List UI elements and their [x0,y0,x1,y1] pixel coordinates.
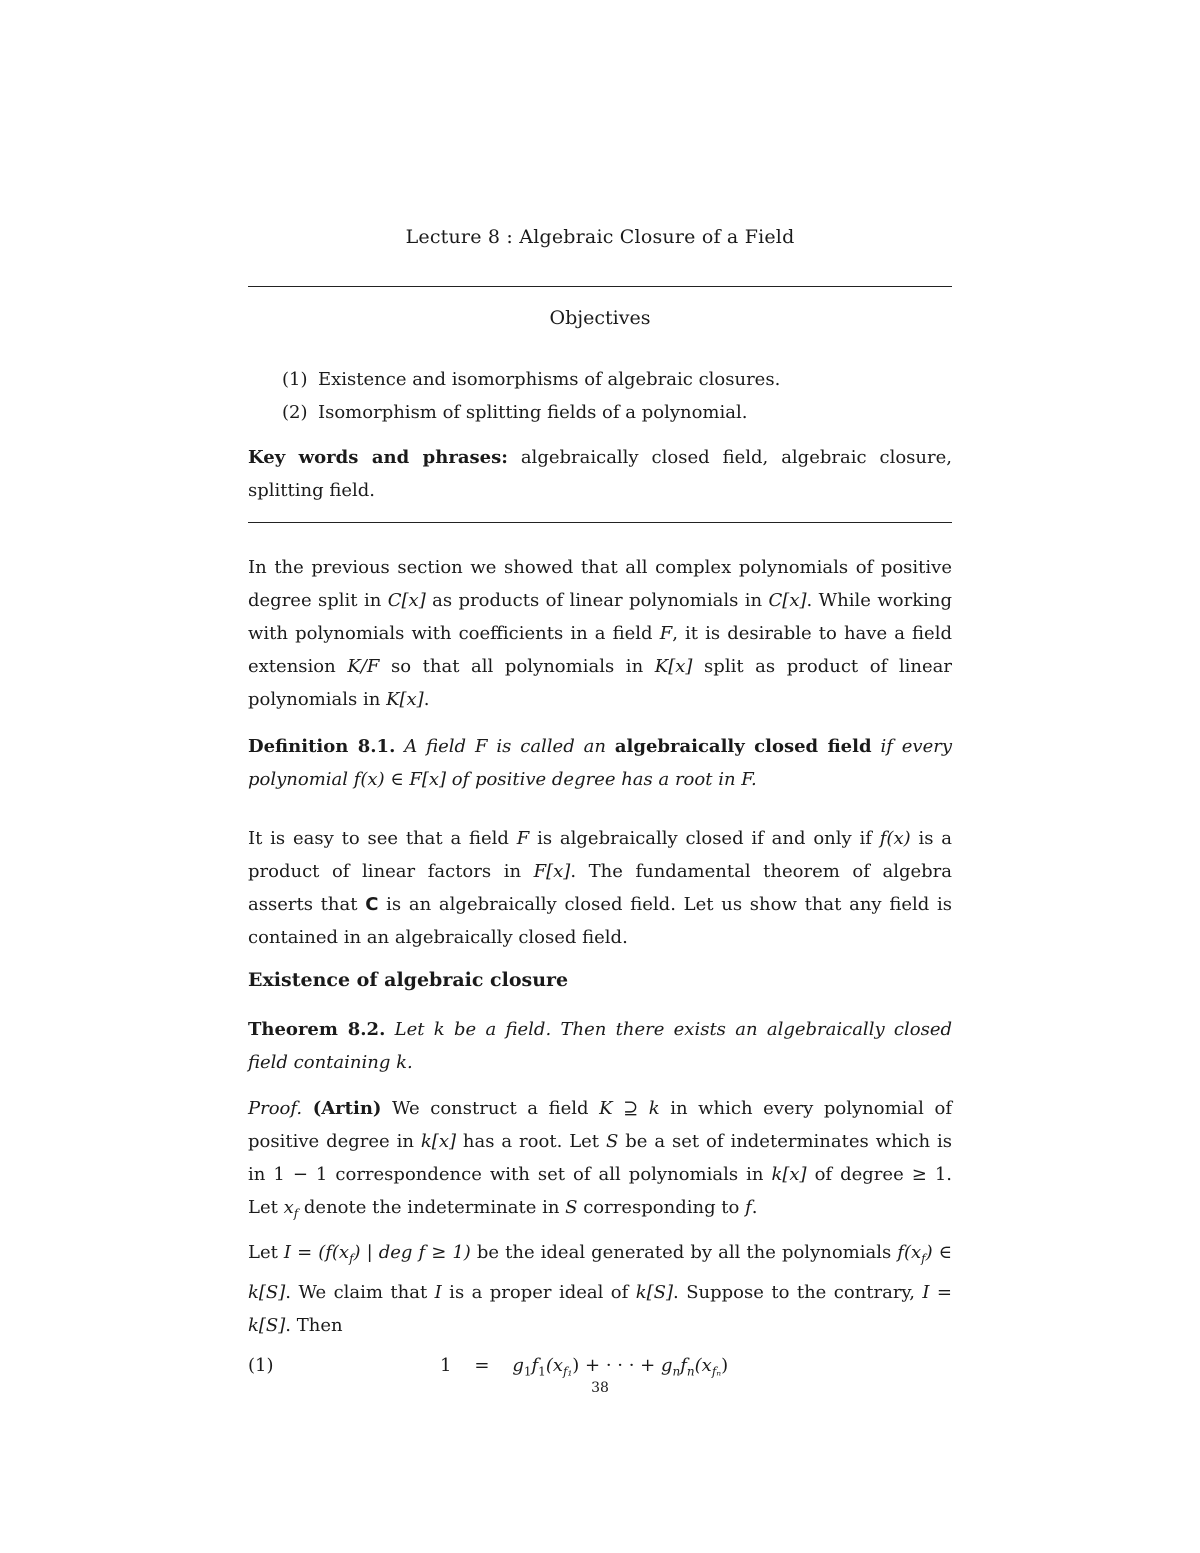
text-run: In the previous section we showed that all complex polynomials of positive degree split in [248,557,952,611]
definition-text-a: A field F is called an [404,736,606,757]
text-run: . The fundamental theorem of algebra asserts that [248,861,952,915]
math-ideal: I = (f(x [283,1242,350,1263]
math-f: F [659,623,673,644]
paragraph-3 [248,1236,952,1342]
math-ideal-b: ) | deg f ≥ 1) [353,1242,471,1263]
math-i: I [434,1281,442,1303]
text-run: . Suppose to the contrary, [673,1281,923,1303]
math-s: S [565,1197,578,1218]
keywords-label: Key words and phrases: [248,447,508,468]
math-f: F [516,828,530,849]
math-complex: C [365,894,379,915]
text-run: is a proper ideal of [441,1281,636,1303]
math-paren: ) [721,1355,729,1376]
equation-equals: = [474,1355,490,1376]
math-plus: ) + · · · + [572,1355,661,1376]
math-x: (x [694,1355,712,1376]
text-run: be the ideal generated by all the polynomials [470,1242,898,1263]
math-sub: 1 [538,1364,546,1379]
proof-author: (Artin) [312,1098,382,1119]
math-xf: x [283,1197,294,1218]
math-f: f [745,1197,752,1218]
top-rule [248,286,952,287]
text-run: . We claim that [285,1281,435,1303]
math-f: f [531,1355,539,1376]
list-item-number: (2) [282,402,308,423]
text-run: is a product of linear factors in [248,828,952,882]
objectives-heading: Objectives [549,307,651,329]
math-s: S [605,1131,619,1152]
math-kx: k[x] [771,1164,807,1185]
list-item-text: Existence and isomorphisms of algebraic closures. [318,369,781,390]
math-cx: C[x] [387,590,426,611]
list-item-number: (1) [282,369,308,390]
page-number: 38 [591,1380,609,1396]
math-fxf-sub: f [921,1251,926,1266]
text-run: denote the indeterminate in [298,1197,566,1218]
math-x: (x [545,1355,563,1376]
math-cx: C[x] [768,590,807,611]
text-run: is an algebraically closed field. Let us show that any field is contained in an algebraically closed field. [248,894,952,948]
text-run: so that all polynomials in [379,656,655,677]
equation-label: (1) [248,1355,274,1376]
math-fx-ring: F[x] [533,861,571,882]
keywords-text: algebraically closed field, algebraic closure, splitting field. [248,447,952,501]
math-iks: I = k[S] [248,1281,953,1336]
math-g: g [660,1355,673,1376]
math-fxf-b: ) ∈ k[S] [248,1242,952,1303]
math-sub: f₁ [563,1364,573,1379]
definition-label: Definition 8.1. [248,736,396,757]
definition-text-b: if every polynomial f(x) ∈ F[x] of positive degree has a root in F. [248,736,953,790]
bottom-rule [248,522,952,523]
text-run: . [751,1197,758,1218]
math-kk: K ⊇ k [599,1098,660,1119]
math-sub: n [672,1364,681,1379]
text-run: be a set of indeterminates which is in 1 − 1 correspondence with set of all polynomials in [248,1131,952,1185]
text-run: It is easy to see that a field [248,828,517,849]
math-g: g [512,1355,524,1376]
math-sub: n [686,1364,695,1379]
theorem-text: Let k be a field. Then there exists an algebraically closed field containing k. [248,1019,953,1073]
math-f: f [680,1355,687,1376]
theorem-label: Theorem 8.2. [248,1019,386,1040]
objectives-list [282,363,780,429]
text-run: . While working with polynomials with coefficients in a field [248,590,952,644]
definition-term: algebraically closed field [614,736,872,757]
text-run: split as product of linear polynomials in [248,656,952,710]
math-fxf: f(x [897,1242,922,1263]
definition-paragraph [248,730,952,796]
math-xf-sub: f [293,1206,299,1221]
text-run: in which every polynomial of positive degree in [248,1098,952,1152]
section-heading: Existence of algebraic closure [248,969,569,991]
math-kx: K[x] [654,656,693,677]
text-run: . Then [285,1314,343,1336]
text-run: Let [248,1242,284,1263]
list-item-text: Isomorphism of splitting fields of a polynomial. [318,402,748,423]
proof-paragraph [248,1092,952,1231]
page-title: Lecture 8 : Algebraic Closure of a Field [405,226,795,248]
list-item [282,363,780,396]
math-sub: fₙ [711,1364,722,1379]
proof-label: Proof. [248,1098,303,1119]
math-ideal-sub: f [349,1251,354,1266]
text-run: , it is desirable to have a field extension [248,623,952,677]
text-run: corresponding to [577,1197,746,1218]
math-ks: k[S] [635,1281,674,1303]
theorem-paragraph [248,1013,952,1079]
equation-lhs: 1 [440,1355,452,1376]
math-sub: 1 [523,1364,532,1379]
intro-paragraph [248,551,952,716]
text-run: of degree ≥ 1. Let [248,1164,953,1218]
math-kx: K[x] [386,689,424,710]
math-kf: K/F [347,656,380,677]
list-item [282,396,780,429]
text-run: We construct a field [381,1098,600,1119]
math-kx: k[x] [420,1131,456,1152]
text-run: is algebraically closed if and only if [529,828,880,849]
math-fx: f(x) [879,828,911,849]
keywords-paragraph [248,441,952,507]
paragraph-2 [248,822,952,954]
text-run: as products of linear polynomials in [425,590,769,611]
text-run: . [423,689,430,710]
text-run: has a root. Let [456,1131,606,1152]
